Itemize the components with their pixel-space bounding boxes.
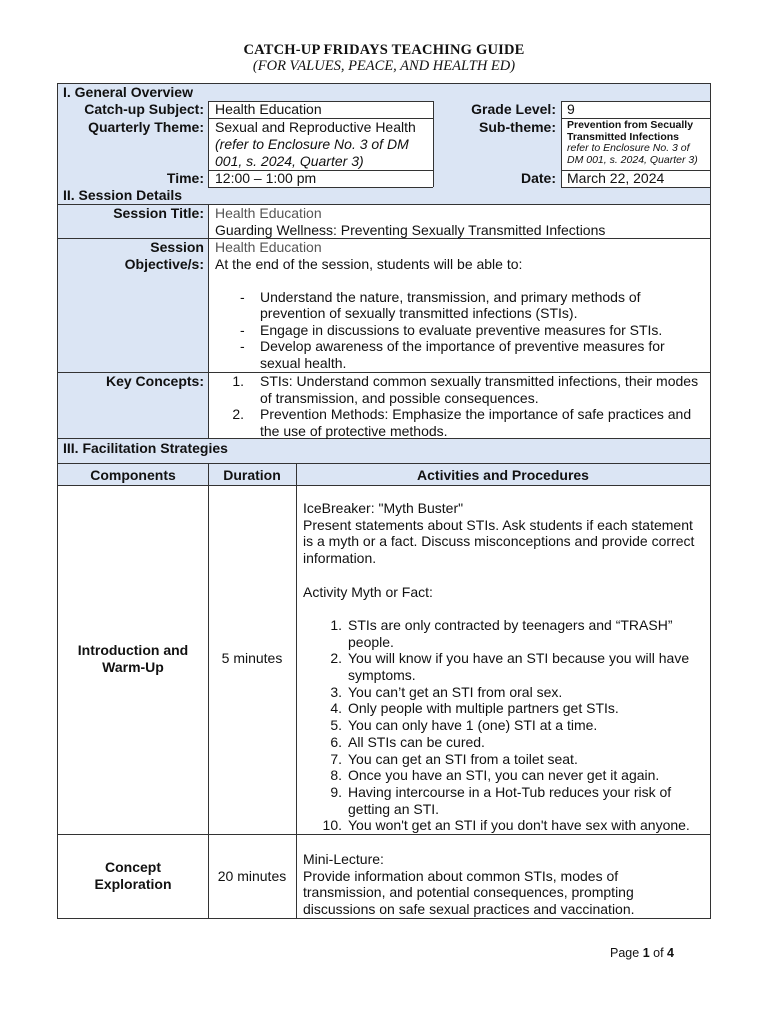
time-label: Time: bbox=[166, 170, 204, 186]
section-general-overview: I. General Overview bbox=[63, 84, 193, 100]
document-title: CATCH-UP FRIDAYS TEACHING GUIDE bbox=[243, 42, 525, 58]
duration-concept: 20 minutes bbox=[217, 868, 287, 884]
myth-or-fact-item: 3. You can’t get an STI from oral sex. bbox=[330, 683, 563, 700]
myth-or-fact-item: 1. STIs are only contracted by teenagers and “TRASH” people. bbox=[330, 616, 673, 650]
col-header-duration: Duration bbox=[223, 467, 281, 483]
activities-concept: Mini-Lecture: Provide information about common STIs, modes of transmission, and potential consequences, prompting discussions on safe sexual practices and vaccination. bbox=[303, 851, 635, 918]
duration-intro: 5 minutes bbox=[221, 650, 283, 666]
teaching-guide-table bbox=[57, 83, 711, 919]
key-concepts-label: Key Concepts: bbox=[105, 373, 204, 389]
col-header-components: Components bbox=[90, 467, 176, 483]
component-concept-exploration: Concept Exploration bbox=[94, 859, 172, 892]
section-session-details: II. Session Details bbox=[63, 187, 183, 203]
session-title-value: Health Education Guarding Wellness: Preventing Sexually Transmitted Infections bbox=[215, 205, 606, 238]
page-number: Page 1 of 4 bbox=[610, 946, 674, 960]
myth-or-fact-item: 9. Having intercourse in a Hot-Tub reduces your risk of getting an STI. bbox=[330, 783, 672, 817]
quarterly-theme-value: Sexual and Reproductive Health (refer to Enclosure No. 3 of DM 001, s. 2024, Quarter 3) bbox=[215, 119, 416, 169]
date-value: March 22, 2024 bbox=[567, 170, 665, 186]
document-subtitle: (FOR VALUES, PEACE, AND HEALTH ED) bbox=[252, 58, 516, 74]
sub-theme-value: Prevention from Secually Transmitted Infections refer to Enclosure No. 3 of DM 001, s. 2024, Quarter 3) bbox=[567, 119, 698, 166]
myth-or-fact-item: 2. You will know if you have an STI because you will have symptoms. bbox=[330, 650, 690, 683]
myth-or-fact-item: 5. You can only have 1 (one) STI at a time. bbox=[330, 717, 598, 734]
section-facilitation-strategies: III. Facilitation Strategies bbox=[63, 440, 228, 456]
myth-or-fact-list bbox=[303, 617, 703, 834]
session-objectives-value: Health Education At the end of the session, students will be able to: - Understand the nature, transmission, and primary methods of prevention of sexually transmitted infections (STIs). - Engage in discussions to evaluate preventive measures for STIs. - Develop awareness of the importance of preventive measures for sexual health. bbox=[215, 239, 705, 371]
objective-item: - Engage in discussions to evaluate preventive measures for STIs. bbox=[240, 321, 663, 338]
catch-up-subject-label: Catch-up Subject: bbox=[84, 101, 204, 117]
grade-level-label: Grade Level: bbox=[471, 101, 556, 117]
myth-or-fact-item: 10. You won't get an STI if you don't have sex with anyone. bbox=[322, 817, 690, 834]
session-objectives-label: Session Objective/s: bbox=[124, 239, 204, 272]
myth-or-fact-item: 6. All STIs can be cured. bbox=[330, 733, 485, 750]
col-header-activities: Activities and Procedures bbox=[417, 467, 589, 483]
key-concepts-value bbox=[215, 373, 705, 439]
component-introduction-warm-up: Introduction and Warm-Up bbox=[77, 642, 189, 675]
date-label: Date: bbox=[520, 170, 556, 186]
time-value: 12:00 – 1:00 pm bbox=[215, 170, 317, 186]
activities-intro: IceBreaker: "Myth Buster" Present statements about STIs. Ask students if each statement is a myth or a fact. Discuss misconceptions and provide correct information. Activity Myth or Fact: 1. STIs are only contracted by teenagers and “TRASH” people. 2. You will know if you have an STI because you will have symptoms. 3. You can’t get an STI from oral sex. 4. Only people with multiple partners get STIs. 5. You can only have 1 (one) STI at a time. 6. All STIs can be cured. 7. You can get an STI from a toilet seat. 8. Once you have an STI, you can never get it again. 9. Having intercourse in a Hot-Tub reduces your risk of getting an STI. 10. You won't get an STI if you don't have sex with anyone. bbox=[303, 500, 703, 834]
session-title-label: Session Title: bbox=[113, 205, 204, 221]
key-concept-item: 2. Prevention Methods: Emphasize the importance of safe practices and the use of protective methods. bbox=[232, 406, 692, 439]
myth-or-fact-item: 4. Only people with multiple partners get STIs. bbox=[330, 700, 619, 717]
sub-theme-label: Sub-theme: bbox=[479, 119, 556, 135]
myth-or-fact-item: 7. You can get an STI from a toilet seat. bbox=[330, 750, 578, 767]
myth-or-fact-item: 8. Once you have an STI, you can never get it again. bbox=[330, 767, 660, 784]
quarterly-theme-label: Quarterly Theme: bbox=[88, 119, 204, 135]
key-concept-item: 1. STIs: Understand common sexually transmitted infections, their modes of transmission, and possible consequences. bbox=[232, 373, 699, 406]
objective-item: - Develop awareness of the importance of preventive measures for sexual health. bbox=[240, 338, 665, 371]
catch-up-subject-value: Health Education bbox=[215, 101, 322, 117]
grade-level-value: 9 bbox=[567, 101, 575, 117]
objective-item: - Understand the nature, transmission, and primary methods of prevention of sexually transmitted infections (STIs). bbox=[240, 288, 641, 321]
objectives-list bbox=[215, 289, 705, 372]
